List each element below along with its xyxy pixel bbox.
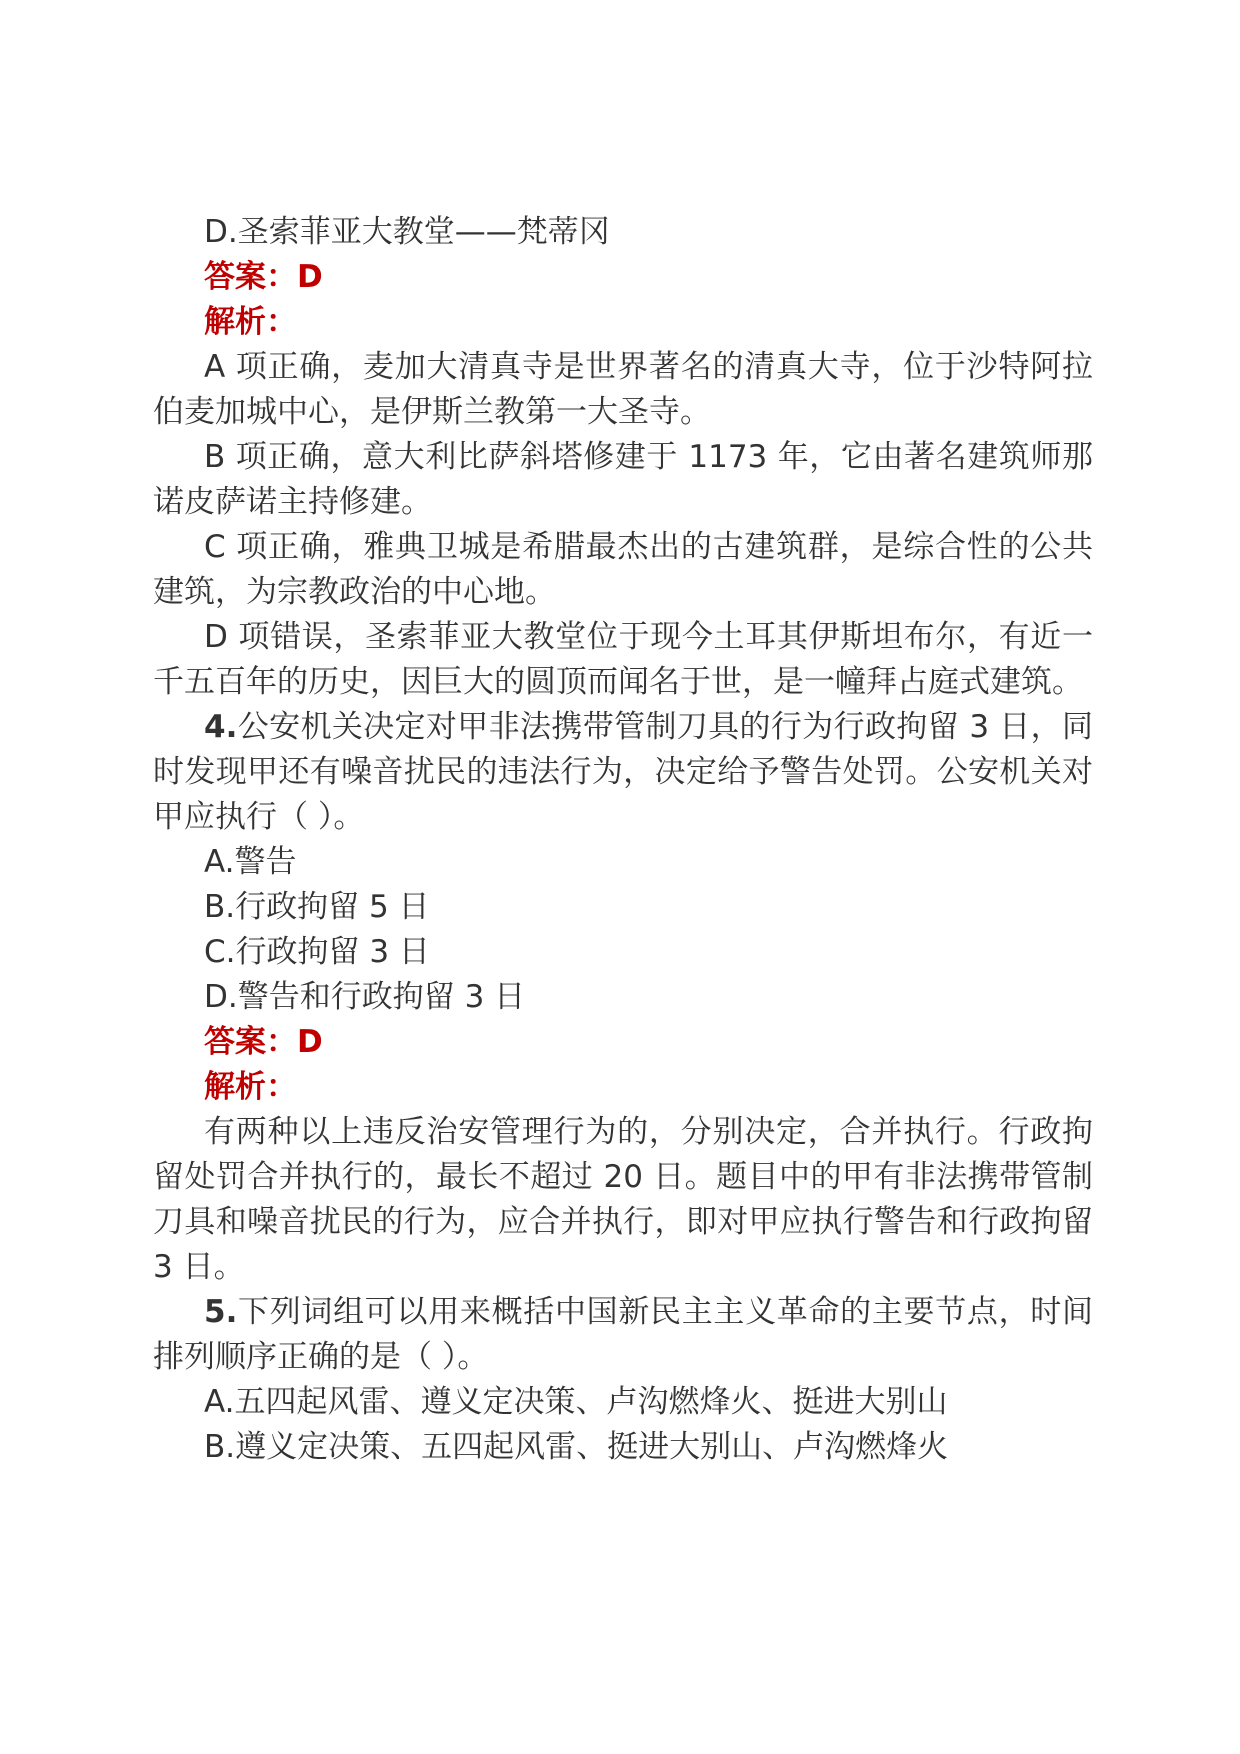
option-d-prev: D.圣索菲亚大教堂——梵蒂冈 [204, 214, 610, 250]
analysis-label: 解析： [204, 1069, 297, 1105]
option-d: D.警告和行政拘留 3 日 [204, 979, 526, 1015]
explanation-b: B 项正确，意大利比萨斜塔修建于 1173 年，它由著名建筑师那诺皮萨诺主持修建。 [153, 439, 1093, 520]
explanation-d: D 项错误，圣索菲亚大教堂位于现今土耳其伊斯坦布尔，有近一千五百年的历史，因巨大的圆顶而闻名于世，是一幢拜占庭式建筑。 [153, 619, 1093, 700]
question-text: 公安机关决定对甲非法携带管制刀具的行为行政拘留 3 日，同时发现甲还有噪音扰民的违法行为，决定给予警告处罚。公安机关对甲应执行（ ）。 [153, 709, 1093, 835]
answer-label: 答案：D [204, 1024, 323, 1060]
option-a: A.警告 [204, 844, 297, 880]
question-number: 4. [204, 709, 238, 745]
question-5 [153, 1290, 1093, 1380]
document-page [153, 210, 1093, 1470]
option-c: C.行政拘留 3 日 [204, 934, 430, 970]
explanation-a: A 项正确，麦加大清真寺是世界著名的清真大寺，位于沙特阿拉伯麦加城中心，是伊斯兰教第一大圣寺。 [153, 349, 1093, 430]
question-text: 下列词组可以用来概括中国新民主主义革命的主要节点，时间排列顺序正确的是（ ）。 [153, 1294, 1093, 1375]
option-a: A.五四起风雷、遵义定决策、卢沟燃烽火、挺进大别山 [204, 1384, 948, 1420]
explanation-c: C 项正确，雅典卫城是希腊最杰出的古建筑群，是综合性的公共建筑，为宗教政治的中心地。 [153, 529, 1093, 610]
question-4 [153, 705, 1093, 840]
analysis-label: 解析： [204, 304, 297, 340]
option-b: B.遵义定决策、五四起风雷、挺进大别山、卢沟燃烽火 [204, 1429, 949, 1465]
question-number: 5. [204, 1294, 238, 1330]
answer-label: 答案：D [204, 259, 323, 295]
option-b: B.行政拘留 5 日 [204, 889, 430, 925]
explanation: 有两种以上违反治安管理行为的，分别决定，合并执行。行政拘留处罚合并执行的，最长不超过 20 日。题目中的甲有非法携带管制刀具和噪音扰民的行为，应合并执行，即对甲应执行警告和行政拘留 3 日。 [153, 1114, 1093, 1285]
